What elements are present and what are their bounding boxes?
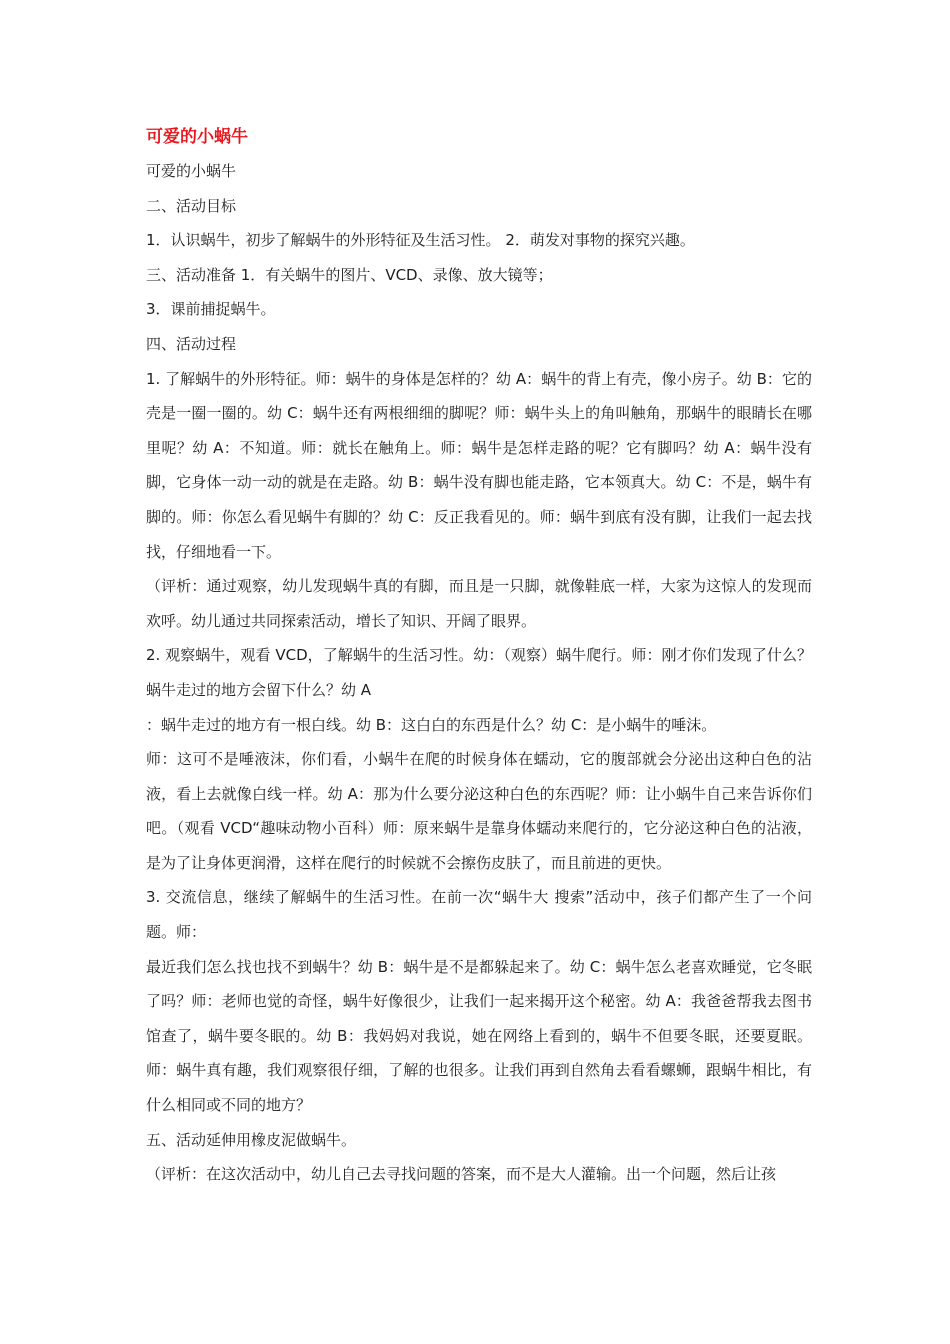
paragraph-preparation-3: 3．课前捕捉蜗牛。 (146, 300, 276, 319)
paragraph-subtitle: 可爱的小蜗牛 (146, 162, 237, 180)
paragraph-section-4-heading: 四、活动过程 (146, 334, 237, 353)
document-body (146, 126, 812, 1192)
document-title: 可爱的小蜗牛 (146, 127, 248, 147)
paragraph-process-3-cont: 最近我们怎么找也找不到蜗牛？幼 B：蜗牛是不是都躲起来了。幼 C：蜗牛怎么老喜欢睡觉，它冬眠了吗？师：老师也觉的奇怪，蜗牛好像很少，让我们一起来揭开这个秘密。幼 A：我爸爸帮我去图书馆查了，蜗牛要冬眠的。幼 B：我妈妈对我说，她在网络上看到的，蜗牛不但要冬眠，还要夏眠。师：蜗牛真有趣，我们观察很仔细，了解的也很多。让我们再到自然角去看看螺蛳，跟蜗牛相比，有什么相同或不同的地方？ (146, 957, 812, 1115)
paragraph-process-3: 3. 交流信息，继续了解蜗牛的生活习性。在前一次“蜗牛大 搜索”活动中，孩子们都产生了一个问题。师： (146, 888, 812, 942)
paragraph-goals: 1．认识蜗牛，初步了解蜗牛的外形特征及生活习性。 2．萌发对事物的探究兴趣。 (146, 231, 695, 250)
paragraph-process-2-cont: ：蜗牛走过的地方有一根白线。幼 B：这白白的东西是什么？幼 C：是小蜗牛的唾沫。 (146, 715, 717, 734)
paragraph-extension: 五、活动延伸用橡皮泥做蜗牛。 (146, 1130, 357, 1149)
paragraph-section-2-heading: 二、活动目标 (146, 196, 237, 215)
paragraph-process-1: 1. 了解蜗牛的外形特征。师：蜗牛的身体是怎样的？幼 A：蜗牛的背上有壳，像小房子。幼 B：它的壳是一圈一圈的。幼 C：蜗牛还有两根细细的脚呢？师：蜗牛头上的角叫触角，那蜗牛的眼睛长在哪里呢？幼 A：不知道。师：就长在触角上。师：蜗牛是怎样走路的呢？它有脚吗？幼 A：蜗牛没有脚，它身体一动一动的就是在走路。幼 B：蜗牛没有脚也能走路，它本领真大。幼 C：不是，蜗牛有脚的。师：你怎么看见蜗牛有脚的？幼 C：反正我看见的。师：蜗牛到底有没有脚，让我们一起去找找，仔细地看一下。 (146, 369, 812, 561)
paragraph-comment-1: （评析：通过观察，幼儿发现蜗牛真的有脚，而且是一只脚，就像鞋底一样，大家为这惊人的发现而欢呼。幼儿通过共同探索活动，增长了知识、开阔了眼界。 (146, 577, 812, 630)
paragraph-process-2: 2. 观察蜗牛，观看 VCD，了解蜗牛的生活习性。幼：（观察）蜗牛爬行。师：刚才你们发现了什么？蜗牛走过的地方会留下什么？幼 A (146, 646, 812, 699)
paragraph-process-2-teacher: 师：这可不是唾液沫，你们看，小蜗牛在爬的时候身体在蠕动，它的腹部就会分泌出这种白色的沾液，看上去就像白线一样。幼 A：那为什么要分泌这种白色的东西呢？师：让小蜗牛自己来告诉你们吧。（观看 VCD“趣味动物小百科）师：原来蜗牛是靠身体蠕动来爬行的，它分泌这种白色的沾液，是为了让身体更润滑，这样在爬行的时候就不会擦伤皮肤了，而且前进的更快。 (146, 750, 812, 872)
paragraph-comment-2: （评析：在这次活动中，幼儿自己去寻找问题的答案，而不是大人灌输。出一个问题，然后让孩 (146, 1165, 777, 1184)
paragraph-preparation: 三、活动准备 1．有关蜗牛的图片、VCD、录像、放大镜等； (146, 265, 553, 284)
